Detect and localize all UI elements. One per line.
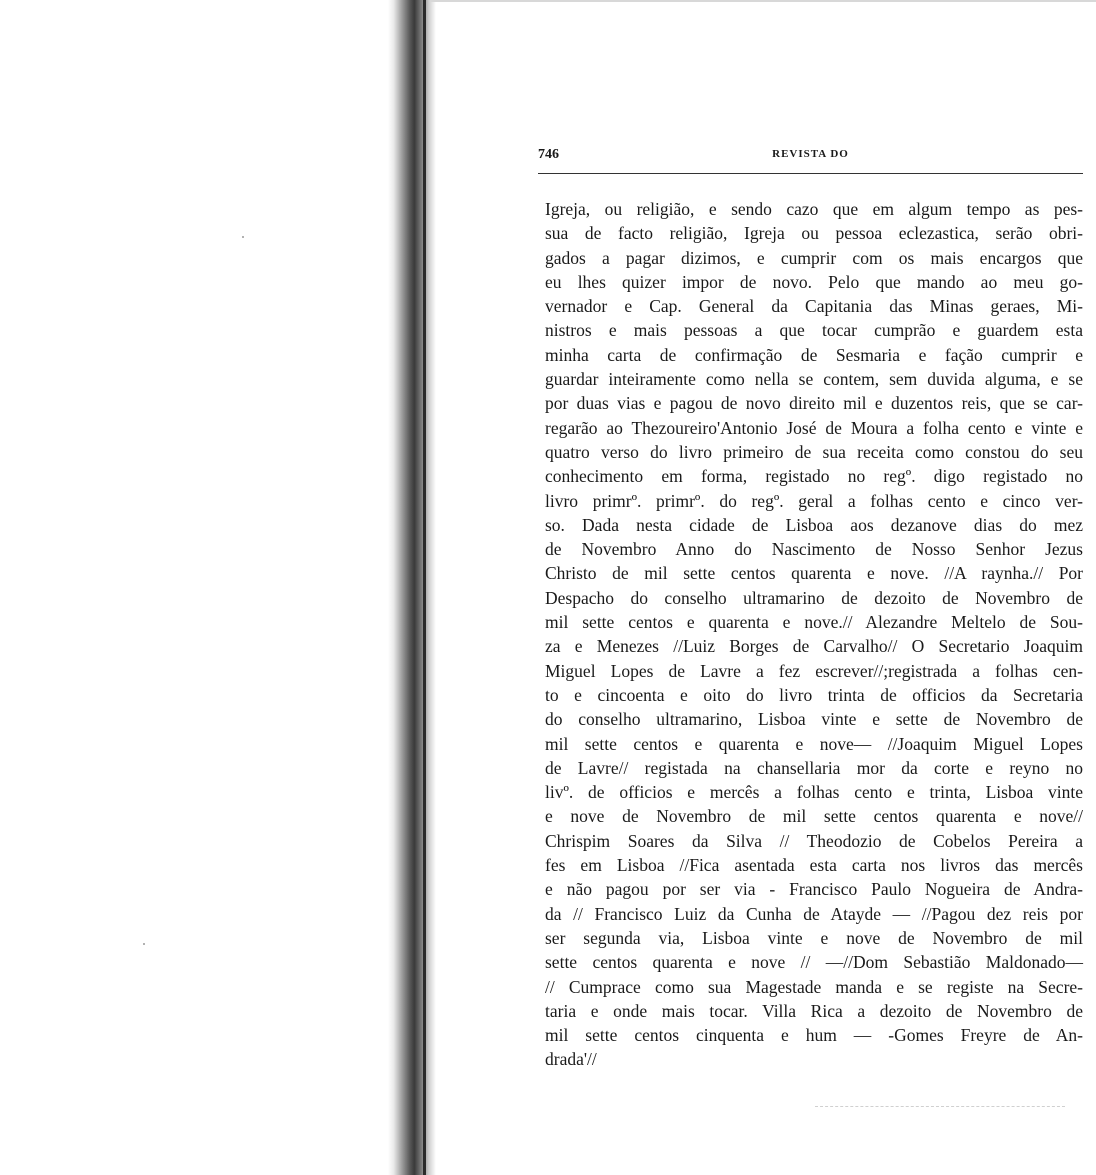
text-line: Despacho do conselho ultramarino de dezoito de Novembro de bbox=[545, 587, 1083, 608]
text-line: minha carta de confirmação de Sesmaria e fação cumprir e bbox=[545, 344, 1083, 365]
bottom-faint-trace bbox=[815, 1106, 1065, 1107]
text-line: de Lavre// registada na chansellaria mor da corte e reyno no bbox=[545, 757, 1083, 778]
body-text bbox=[545, 197, 1083, 1072]
text-line: Igreja, ou religião, e sendo cazo que em algum tempo as pes- bbox=[545, 199, 1083, 219]
text-line: nistros e mais pessoas a que tocar cumprão e guardem esta bbox=[545, 320, 1083, 341]
text-line: za e Menezes //Luiz Borges de Carvalho// O Secretario Joaquim bbox=[545, 636, 1083, 657]
text-line: ser segunda via, Lisboa vinte e nove de Novembro de mil bbox=[545, 927, 1083, 948]
text-line: sette centos quarenta e nove // —//Dom Sebastião Maldonado— bbox=[545, 952, 1083, 973]
text-line: do conselho ultramarino, Lisboa vinte e sette de Novembro de bbox=[545, 709, 1083, 730]
text-line: // Cumprace como sua Magestade manda e se registe na Secre- bbox=[545, 976, 1083, 997]
text-line: e nove de Novembro de mil sette centos quarenta e nove// bbox=[545, 806, 1083, 827]
text-line: livº. de officios e mercês a folhas cento e trinta, Lisboa vinte bbox=[545, 782, 1083, 803]
page-top-edge bbox=[430, 0, 1096, 2]
scan-speck bbox=[143, 943, 145, 945]
text-line: taria e onde mais tocar. Villa Rica a dezoito de Novembro de bbox=[545, 1000, 1083, 1021]
text-line: quatro verso do livro primeiro de sua receita como constou do seu bbox=[545, 441, 1083, 462]
text-line: eu lhes quizer impor de novo. Pelo que mando ao meu go- bbox=[545, 271, 1083, 292]
text-line: so. Dada nesta cidade de Lisboa aos dezanove dias do mez bbox=[545, 514, 1083, 535]
text-line: da // Francisco Luiz da Cunha de Atayde — //Pagou dez reis por bbox=[545, 903, 1083, 924]
text-line: Miguel Lopes de Lavre a fez escrever//;registrada a folhas cen- bbox=[545, 660, 1083, 681]
page-header bbox=[538, 147, 1083, 171]
text-line: to e cincoenta e oito do livro trinta de officios da Secretaria bbox=[545, 684, 1083, 705]
text-line: gados a pagar dizimos, e cumprir com os mais encargos que bbox=[545, 247, 1083, 268]
text-line: mil sette centos e quarenta e nove.// Alezandre Meltelo de Sou- bbox=[545, 612, 1083, 633]
text-line: mil sette centos cinquenta e hum — -Gomes Freyre de An- bbox=[545, 1025, 1083, 1046]
scan-speck bbox=[242, 236, 244, 238]
text-line: fes em Lisboa //Fica asentada esta carta nos livros das mercês bbox=[545, 855, 1083, 876]
text-line: de Novembro Anno do Nascimento de Nosso Senhor Jezus bbox=[545, 539, 1083, 560]
text-line: regarão ao Thezoureiro'Antonio José de Moura a folha cento e vinte e bbox=[545, 417, 1083, 438]
text-line: vernador e Cap. General da Capitania das Minas geraes, Mi- bbox=[545, 296, 1083, 317]
text-line: livro primrº. primrº. do regº. geral a folhas cento e cinco ver- bbox=[545, 490, 1083, 511]
text-line: e não pagou por ser via - Francisco Paulo Nogueira de Andra- bbox=[545, 879, 1083, 900]
page-number: 746 bbox=[538, 147, 559, 162]
running-head: REVISTA DO bbox=[772, 148, 849, 160]
text-line: Chrispim Soares da Silva // Theodozio de Cobelos Pereira a bbox=[545, 830, 1083, 851]
text-line: Christo de mil sette centos quarenta e nove. //A raynha.// Por bbox=[545, 563, 1083, 584]
book-gutter-shadow bbox=[388, 0, 436, 1175]
text-line: mil sette centos e quarenta e nove— //Joaquim Miguel Lopes bbox=[545, 733, 1083, 754]
book-spine-line bbox=[423, 0, 426, 1175]
text-line: por duas vias e pagou de novo direito mil e duzentos reis, que se car- bbox=[545, 393, 1083, 414]
text-line: guardar inteiramente como nella se contem, sem duvida alguma, e se bbox=[545, 369, 1083, 390]
header-rule bbox=[538, 173, 1083, 174]
text-line: drada'// bbox=[545, 1049, 597, 1070]
text-line: sua de facto religião, Igreja ou pessoa eclezastica, serão obri- bbox=[545, 223, 1083, 244]
text-line: conhecimento em forma, registado no regº. digo registado no bbox=[545, 466, 1083, 487]
